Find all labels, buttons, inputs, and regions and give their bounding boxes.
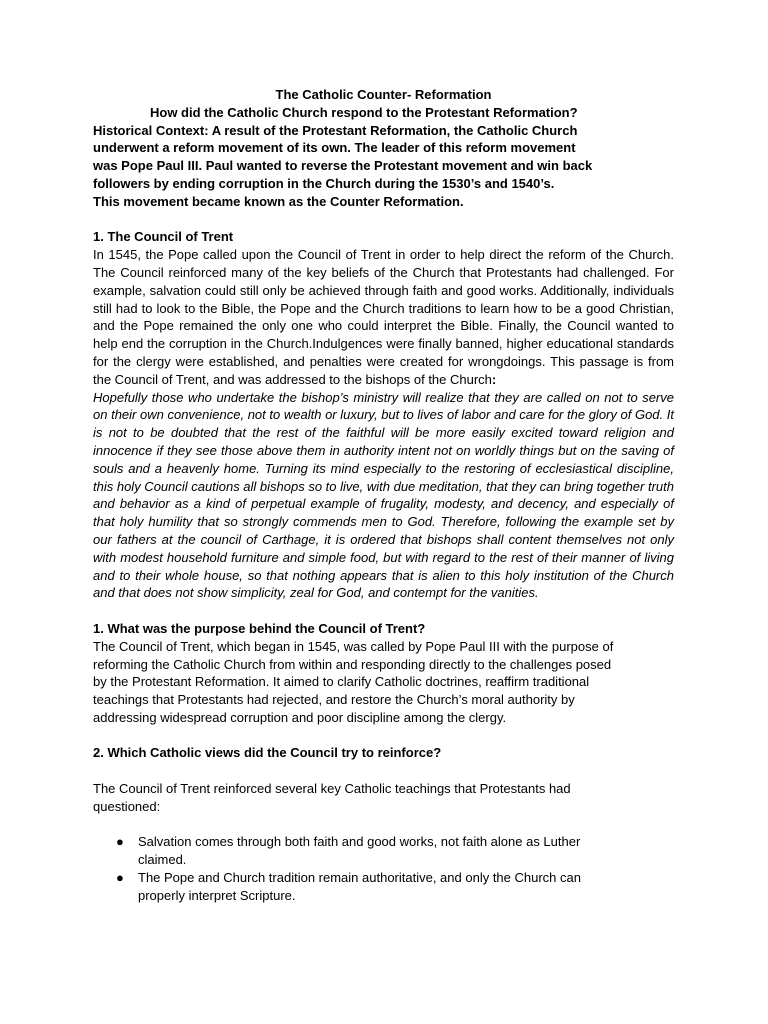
intro-line: questioned:: [93, 798, 161, 814]
context-line: underwent a reform movement of its own. The leader of this reform movement: [93, 140, 576, 156]
context-line: Historical Context: A result of the Protestant Reformation, the Catholic Church: [93, 122, 578, 138]
bullet-icon: ●: [116, 834, 124, 850]
list-item-line: The Pope and Church tradition remain authoritative, and only the Church can: [138, 870, 581, 886]
document-title: The Catholic Counter- Reformation: [275, 87, 492, 102]
council-quote: Hopefully those who undertake the bishop’s ministry will realize that they are called on not to serve on their own convenience, not to wealth or luxury, but to lives of labor and care for the glory of God. It is not to be doubted that the rest of the faithful will be more easily excited toward religion and innocence if they see those above them in authority intent not on worldly things but on the saving of souls and a heavenly home. Turning its mind especially to the restoring of ecclesiastical discipline, this holy Council cautions all bishops so to live, with due meditation, that they can bring together truth and behavior as a kind of perpetual example of frugality, modesty, and decency, and especially of that holy humility that so strongly commends men to God. Therefore, following the example set by our fathers at the council of Carthage, it is ordered that bishops shall content themselves not only with modest household furniture and simple food, but with regard to the rest of their manner of living and to their whole house, so that nothing appears that is alien to this holy institution of the Church and that does not show simplicity, zeal for God, and contempt for the vanities.: [93, 389, 674, 601]
list-item-line: claimed.: [138, 852, 187, 868]
answer-line: by the Protestant Reformation. It aimed to clarify Catholic doctrines, reaffirm traditional: [93, 674, 590, 690]
answer-line: teachings that Protestants had rejected, and restore the Church’s moral authority by: [93, 692, 575, 708]
document-page: [93, 86, 674, 905]
paragraph-colon: :: [491, 371, 497, 387]
list-item-line: properly interpret Scripture.: [138, 887, 296, 903]
context-line: followers by ending corruption in the Church during the 1530’s and 1540’s.: [93, 175, 555, 191]
list-item: [93, 869, 674, 905]
list-item-line: Salvation comes through both faith and good works, not faith alone as Luther: [138, 834, 581, 850]
context-line: This movement became known as the Counter Reformation.: [93, 193, 464, 209]
question-1-heading: 1. What was the purpose behind the Council of Trent?: [93, 620, 426, 636]
spacer: [93, 816, 674, 834]
spacer: [93, 727, 674, 745]
council-of-trent-paragraph: [93, 246, 674, 388]
context-line: was Pope Paul III. Paul wanted to reverse the Protestant movement and win back: [93, 158, 593, 174]
paragraph-text: In 1545, the Pope called upon the Council of Trent in order to help direct the reform of the Church. The Council reinforced many of the key beliefs of the Church that Protestants had challenged. For example, salvation could still only be achieved through faith and good works. Additionally, individuals still had to look to the Bible, the Pope and the Church traditions to learn how to be a good Christian, and the Pope remained the only one who could interpret the Bible. Finally, the Council wanted to help end the corruption in the Church.Indulgences were finally banned, higher educational standards for the clergy were established, and penalties were created for wrongdoings. This passage is from the Council of Trent, and was addressed to the bishops of the Church: [93, 247, 674, 387]
spacer: [93, 211, 674, 229]
answer-line: addressing widespread corruption and poor discipline among the clergy.: [93, 709, 507, 725]
question-1-answer: [93, 638, 674, 727]
answer-line: The Council of Trent, which began in 1545, was called by Pope Paul III with the purpose of: [93, 638, 614, 654]
spacer: [93, 762, 674, 780]
reinforced-views-list: [93, 833, 674, 904]
guiding-question: How did the Catholic Church respond to the Protestant Reformation?: [150, 104, 578, 120]
bullet-icon: ●: [116, 870, 124, 886]
intro-line: The Council of Trent reinforced several key Catholic teachings that Protestants had: [93, 781, 571, 797]
historical-context: [93, 122, 674, 211]
answer-line: reforming the Catholic Church from within and responding directly to the challenges posed: [93, 656, 612, 672]
question-2-intro: [93, 780, 674, 816]
question-2-heading: 2. Which Catholic views did the Council try to reinforce?: [93, 745, 442, 761]
spacer: [93, 602, 674, 620]
list-item: [93, 833, 674, 869]
section-heading-council-of-trent: 1. The Council of Trent: [93, 229, 234, 245]
